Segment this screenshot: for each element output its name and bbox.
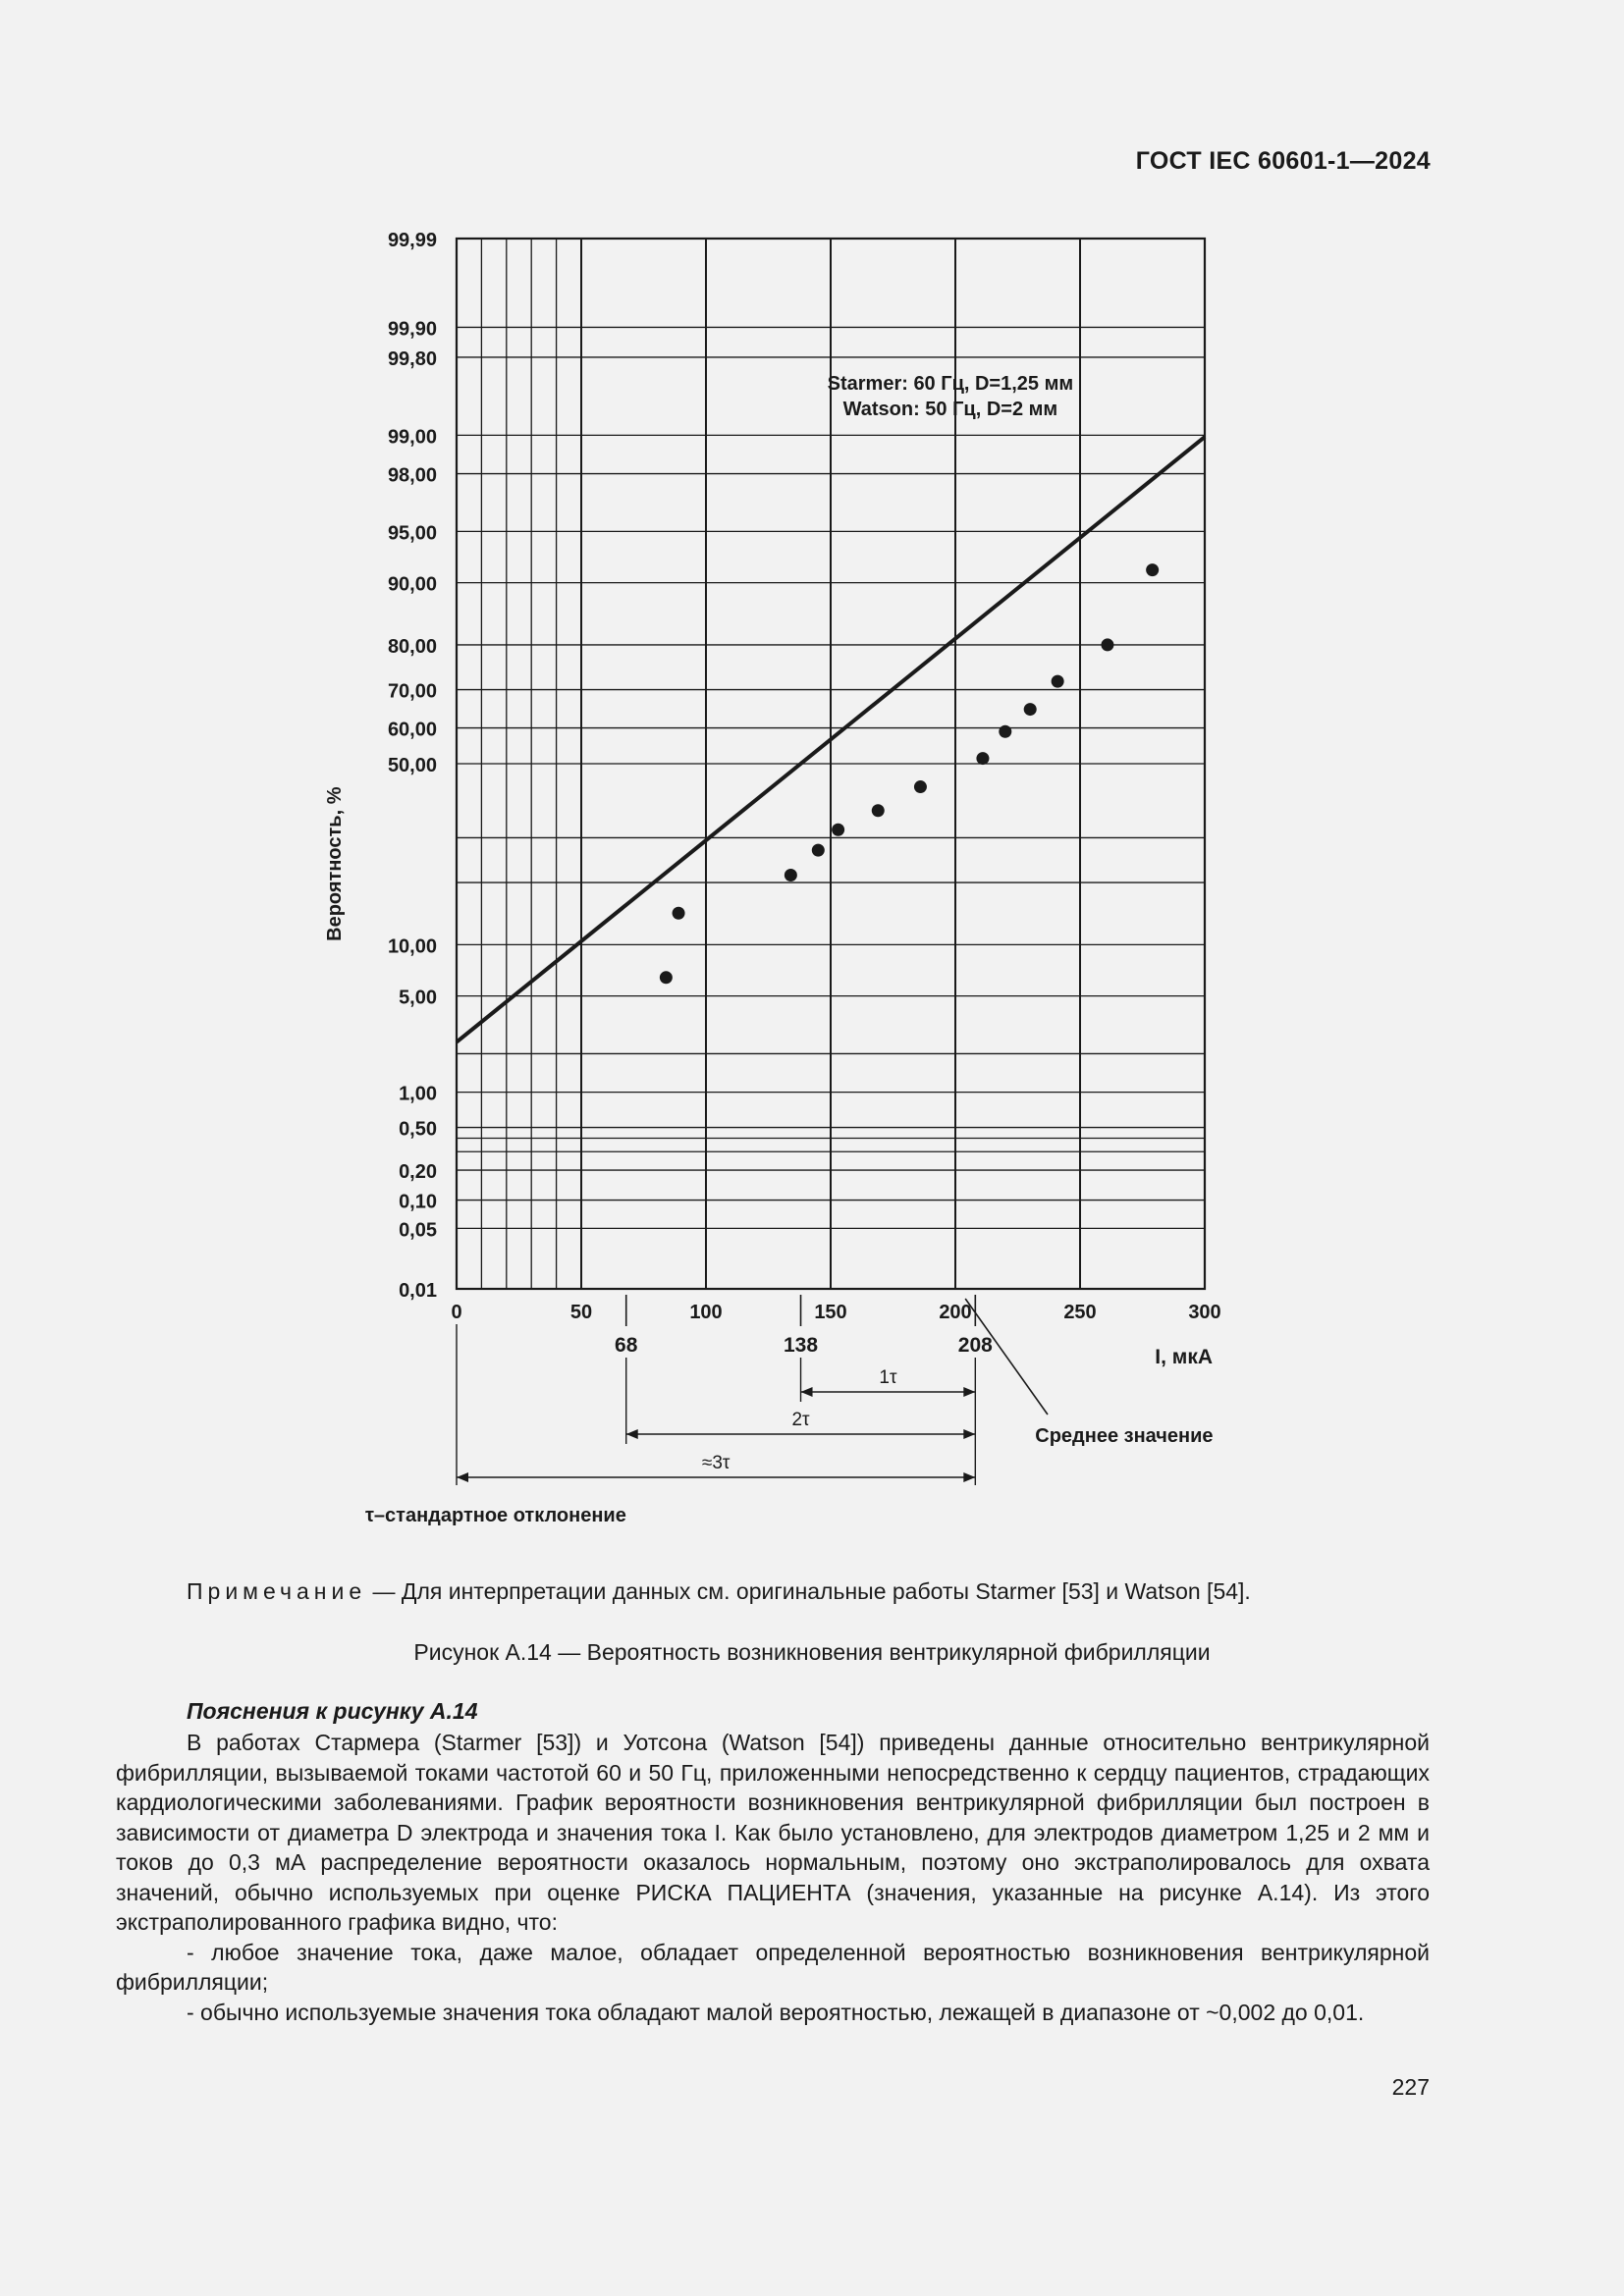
note-text: — Для интерпретации данных см. оригинальные работы Starmer [53] и Watson [54].: [366, 1578, 1251, 1604]
data-point: [832, 824, 844, 836]
figure-caption: Рисунок А.14 — Вероятность возникновения вентрикулярной фибрилляции: [413, 1639, 1211, 1665]
interval-label: 2τ: [791, 1410, 810, 1430]
x-axis-label: I, мкА: [1155, 1346, 1213, 1368]
note-prefix: Примечание: [187, 1578, 367, 1604]
explanation-paragraph: В работах Стармера (Starmer [53]) и Уотсона (Watson [54]) приведены данные относительно вентрикулярной фибрилляции, вызываемой токами частотой 60 и 50 Гц, приложенными непосредственно к сердцу пациентов, страдающих кардиологическими заболеваниями. График вероятности возникновения вентрикулярной фибрилляции был построен в зависимости от диаметра D электрода и значения тока I. Как было установлено, для электродов диаметром 1,25 и 2 мм и токов до 0,3 мА распределение вероятности оказалось нормальным, поэтому оно экстраполировалось для охвата значений, обычно используемых при оценке РИСКА ПАЦИЕНТА (значения, указанные на рисунке А.14). Из этого экстраполированного графика видно, что:: [116, 1730, 1430, 1935]
y-tick-label: 95,00: [387, 522, 437, 545]
legend-entry: Starmer: 60 Гц, D=1,25 мм: [827, 373, 1074, 395]
y-tick-label: 10,00: [387, 935, 437, 958]
y-tick-label: 0,01: [399, 1280, 437, 1302]
data-point: [976, 752, 989, 765]
data-point: [872, 804, 885, 817]
legend-entry: Watson: 50 Гц, D=2 мм: [842, 399, 1058, 420]
y-tick-label: 60,00: [387, 719, 437, 741]
marker-label: 68: [615, 1334, 638, 1357]
y-tick-label: 0,20: [399, 1161, 437, 1184]
y-tick-label: 70,00: [387, 680, 437, 703]
data-point: [812, 844, 825, 857]
x-tick-label: 250: [1063, 1302, 1097, 1323]
data-point: [785, 869, 797, 881]
data-point: [914, 780, 927, 793]
arrow-head: [626, 1429, 638, 1439]
arrow-head: [801, 1387, 813, 1397]
y-tick-label: 5,00: [399, 987, 437, 1009]
data-point: [1052, 675, 1064, 688]
y-tick-label: 99,90: [387, 318, 437, 341]
y-tick-label: 80,00: [387, 635, 437, 658]
arrow-head: [963, 1429, 975, 1439]
arrow-head: [963, 1472, 975, 1482]
interval-label: 1τ: [879, 1367, 897, 1388]
figure-note: [187, 1578, 1251, 1605]
y-tick-label: 99,99: [387, 230, 437, 251]
data-point: [1101, 638, 1113, 651]
y-tick-label: 0,10: [399, 1191, 437, 1213]
x-tick-label: 0: [451, 1302, 462, 1323]
data-point: [1024, 703, 1037, 716]
x-tick-label: 300: [1188, 1302, 1221, 1323]
data-point: [1146, 563, 1159, 576]
data-point: [673, 907, 685, 920]
y-tick-label: 99,80: [387, 347, 437, 370]
tau-note: τ–стандартное отклонение: [365, 1505, 626, 1526]
y-tick-label: 50,00: [387, 755, 437, 776]
x-tick-label: 50: [569, 1302, 593, 1323]
x-tick-label: 200: [939, 1302, 972, 1323]
interval-label: ≈3τ: [701, 1453, 731, 1473]
document-header: ГОСТ IEC 60601-1—2024: [1135, 147, 1431, 175]
marker-label: 138: [783, 1334, 819, 1357]
mean-leader-line: [965, 1299, 1048, 1415]
explanation-bullet: - любое значение тока, даже малое, обладает определенной вероятностью возникновения вентрикулярной фибрилляции;: [116, 1939, 1430, 1995]
y-axis-label: Вероятность, %: [324, 786, 346, 941]
explanation-bullet: - обычно используемые значения тока обладают малой вероятностью, лежащей в диапазоне от ~0,002 до 0,01.: [187, 1999, 1365, 2025]
arrow-head: [963, 1387, 975, 1397]
y-tick-label: 98,00: [387, 464, 437, 487]
data-point: [660, 971, 673, 984]
explanation-body: [116, 1728, 1430, 2027]
arrow-head: [457, 1472, 468, 1482]
data-point: [999, 725, 1011, 738]
y-tick-label: 99,00: [387, 426, 437, 449]
explanation-title: Пояснения к рисунку А.14: [187, 1698, 478, 1724]
x-tick-label: 150: [814, 1302, 847, 1323]
x-tick-label: 100: [689, 1302, 723, 1323]
y-tick-label: 0,05: [399, 1219, 437, 1242]
page-number: 227: [1391, 2074, 1430, 2100]
y-tick-label: 1,00: [399, 1083, 437, 1105]
y-tick-label: 90,00: [387, 573, 437, 596]
marker-label: 208: [957, 1334, 993, 1357]
mean-annotation: Среднее значение: [1035, 1425, 1214, 1447]
y-tick-label: 0,50: [399, 1118, 437, 1141]
